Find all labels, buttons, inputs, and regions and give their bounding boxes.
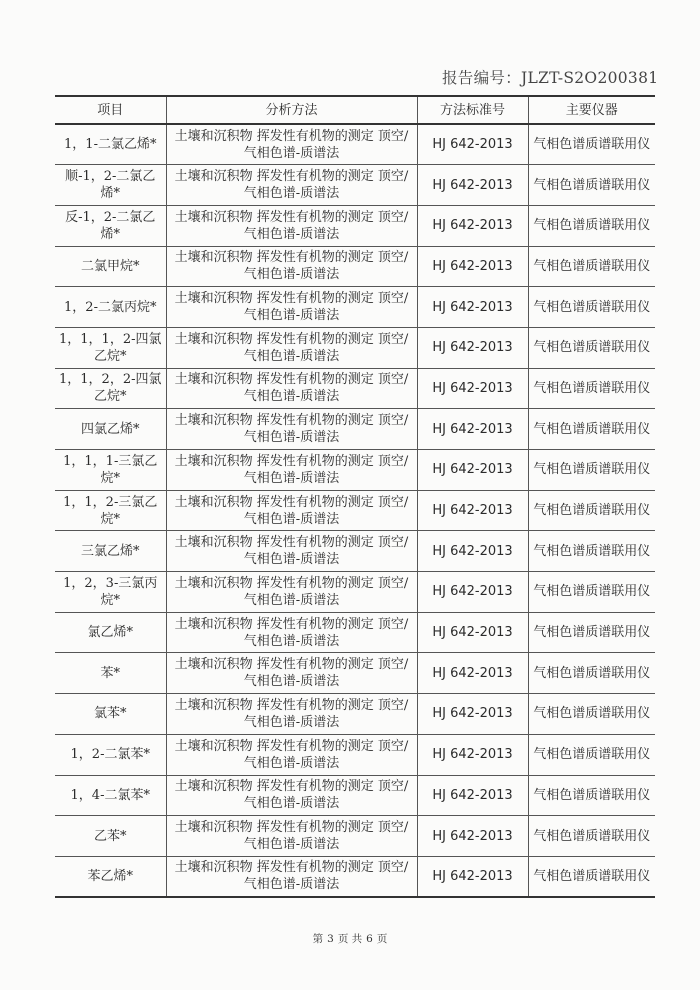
method-cell: 土壤和沉积物 挥发性有机物的测定 顶空/气相色谱-质谱法 [166,775,417,816]
table-row [55,409,655,450]
standard-cell: HJ 642-2013 [417,856,528,897]
method-cell: 土壤和沉积物 挥发性有机物的测定 顶空/气相色谱-质谱法 [166,490,417,531]
analysis-method-table [55,95,655,898]
page-footer [0,931,700,946]
table-row [55,450,655,491]
item-cell: 1，1-二氯乙烯* [55,124,166,165]
table-header-row [55,96,655,124]
item-cell: 二氯甲烷* [55,246,166,287]
table-row [55,816,655,857]
item-cell: 1，4-二氯苯* [55,775,166,816]
standard-cell: HJ 642-2013 [417,368,528,409]
instrument-cell: 气相色谱质谱联用仪 [528,572,655,613]
item-cell: 1，2-二氯苯* [55,734,166,775]
standard-cell: HJ 642-2013 [417,409,528,450]
standard-cell: HJ 642-2013 [417,490,528,531]
table-row [55,287,655,328]
item-cell: 1，1，1，2-四氯乙烷* [55,327,166,368]
method-cell: 土壤和沉积物 挥发性有机物的测定 顶空/气相色谱-质谱法 [166,124,417,165]
page-mid: 页 共 [337,933,363,945]
instrument-cell: 气相色谱质谱联用仪 [528,368,655,409]
page-current: 3 [327,933,334,945]
table-row [55,612,655,653]
standard-cell: HJ 642-2013 [417,775,528,816]
item-cell: 氯苯* [55,694,166,735]
item-cell: 1，1，2，2-四氯乙烷* [55,368,166,409]
standard-cell: HJ 642-2013 [417,612,528,653]
instrument-cell: 气相色谱质谱联用仪 [528,816,655,857]
item-cell: 乙苯* [55,816,166,857]
method-cell: 土壤和沉积物 挥发性有机物的测定 顶空/气相色谱-质谱法 [166,653,417,694]
report-number: 报告编号：JLZT-S2O200381 [442,69,659,87]
header-method: 分析方法 [166,96,417,124]
standard-cell: HJ 642-2013 [417,572,528,613]
standard-cell: HJ 642-2013 [417,327,528,368]
instrument-cell: 气相色谱质谱联用仪 [528,694,655,735]
method-cell: 土壤和沉积物 挥发性有机物的测定 顶空/气相色谱-质谱法 [166,205,417,246]
instrument-cell: 气相色谱质谱联用仪 [528,205,655,246]
method-cell: 土壤和沉积物 挥发性有机物的测定 顶空/气相色谱-质谱法 [166,287,417,328]
standard-cell: HJ 642-2013 [417,165,528,206]
instrument-cell: 气相色谱质谱联用仪 [528,856,655,897]
instrument-cell: 气相色谱质谱联用仪 [528,531,655,572]
method-cell: 土壤和沉积物 挥发性有机物的测定 顶空/气相色谱-质谱法 [166,165,417,206]
table-row [55,165,655,206]
instrument-cell: 气相色谱质谱联用仪 [528,450,655,491]
table-body [55,124,655,897]
standard-cell: HJ 642-2013 [417,734,528,775]
page-suffix: 页 [376,933,388,945]
standard-cell: HJ 642-2013 [417,653,528,694]
item-cell: 三氯乙烯* [55,531,166,572]
table-row [55,246,655,287]
standard-cell: HJ 642-2013 [417,694,528,735]
standard-cell: HJ 642-2013 [417,816,528,857]
page-total: 6 [366,933,373,945]
instrument-cell: 气相色谱质谱联用仪 [528,165,655,206]
item-cell: 1，1，1-三氯乙烷* [55,450,166,491]
method-cell: 土壤和沉积物 挥发性有机物的测定 顶空/气相色谱-质谱法 [166,368,417,409]
item-cell: 氯乙烯* [55,612,166,653]
instrument-cell: 气相色谱质谱联用仪 [528,490,655,531]
header-instrument: 主要仪器 [528,96,655,124]
standard-cell: HJ 642-2013 [417,246,528,287]
method-cell: 土壤和沉积物 挥发性有机物的测定 顶空/气相色谱-质谱法 [166,694,417,735]
method-cell: 土壤和沉积物 挥发性有机物的测定 顶空/气相色谱-质谱法 [166,531,417,572]
method-cell: 土壤和沉积物 挥发性有机物的测定 顶空/气相色谱-质谱法 [166,612,417,653]
standard-cell: HJ 642-2013 [417,450,528,491]
table-row [55,124,655,165]
instrument-cell: 气相色谱质谱联用仪 [528,409,655,450]
page-prefix: 第 [312,933,324,945]
instrument-cell: 气相色谱质谱联用仪 [528,734,655,775]
method-cell: 土壤和沉积物 挥发性有机物的测定 顶空/气相色谱-质谱法 [166,856,417,897]
table-row [55,856,655,897]
instrument-cell: 气相色谱质谱联用仪 [528,124,655,165]
instrument-cell: 气相色谱质谱联用仪 [528,775,655,816]
method-cell: 土壤和沉积物 挥发性有机物的测定 顶空/气相色谱-质谱法 [166,409,417,450]
instrument-cell: 气相色谱质谱联用仪 [528,287,655,328]
standard-cell: HJ 642-2013 [417,205,528,246]
table-row [55,694,655,735]
header-standard: 方法标准号 [417,96,528,124]
method-cell: 土壤和沉积物 挥发性有机物的测定 顶空/气相色谱-质谱法 [166,450,417,491]
table-row [55,490,655,531]
method-cell: 土壤和沉积物 挥发性有机物的测定 顶空/气相色谱-质谱法 [166,246,417,287]
standard-cell: HJ 642-2013 [417,124,528,165]
instrument-cell: 气相色谱质谱联用仪 [528,246,655,287]
table-row [55,368,655,409]
item-cell: 1，2-二氯丙烷* [55,287,166,328]
table-row [55,734,655,775]
instrument-cell: 气相色谱质谱联用仪 [528,612,655,653]
table-row [55,775,655,816]
item-cell: 苯乙烯* [55,856,166,897]
item-cell: 苯* [55,653,166,694]
item-cell: 1，1，2-三氯乙烷* [55,490,166,531]
table-row [55,572,655,613]
table-row [55,531,655,572]
item-cell: 1，2，3-三氯丙烷* [55,572,166,613]
method-cell: 土壤和沉积物 挥发性有机物的测定 顶空/气相色谱-质谱法 [166,327,417,368]
item-cell: 四氯乙烯* [55,409,166,450]
item-cell: 顺-1，2-二氯乙烯* [55,165,166,206]
table-row [55,327,655,368]
standard-cell: HJ 642-2013 [417,531,528,572]
item-cell: 反-1，2-二氯乙烯* [55,205,166,246]
standard-cell: HJ 642-2013 [417,287,528,328]
instrument-cell: 气相色谱质谱联用仪 [528,327,655,368]
header-item: 项目 [55,96,166,124]
instrument-cell: 气相色谱质谱联用仪 [528,653,655,694]
table-row [55,653,655,694]
method-cell: 土壤和沉积物 挥发性有机物的测定 顶空/气相色谱-质谱法 [166,734,417,775]
method-cell: 土壤和沉积物 挥发性有机物的测定 顶空/气相色谱-质谱法 [166,816,417,857]
table-row [55,205,655,246]
method-cell: 土壤和沉积物 挥发性有机物的测定 顶空/气相色谱-质谱法 [166,572,417,613]
